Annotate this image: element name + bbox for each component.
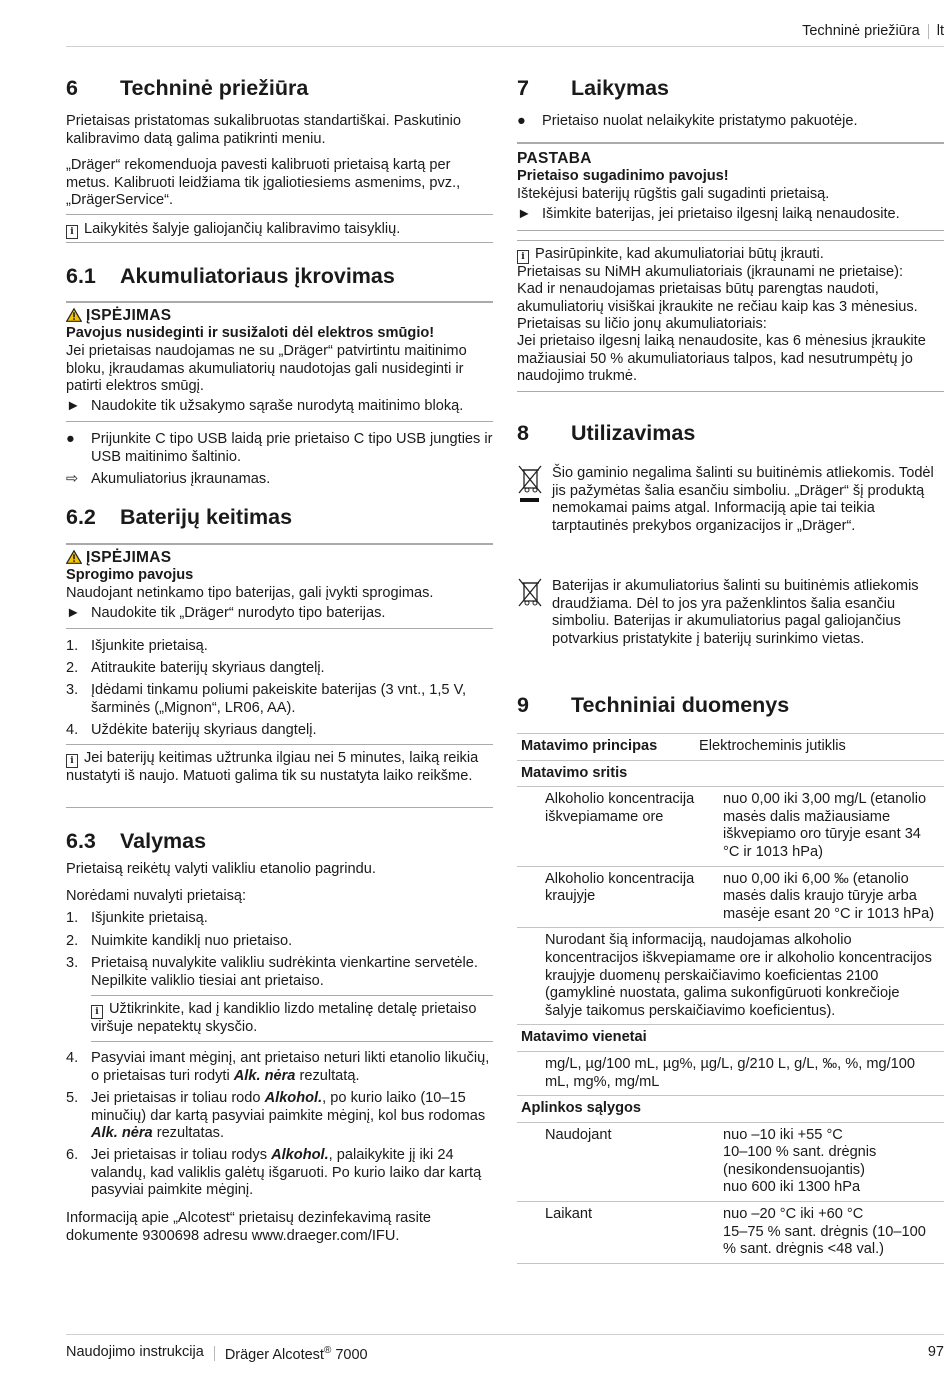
header-divider	[928, 24, 929, 39]
result-text: Akumuliatorius įkraunamas.	[91, 471, 271, 487]
info-text: Laikykitės šalyje galiojančių kalibravimo taisyklių.	[84, 221, 401, 237]
warning-text: Jei prietaisas naudojamas ne su „Dräger“ patvirtintu maitinimo bloku, įkraudamas akumuliatorių naudotojas gali nusideginti ir patirti elektros smūgį.	[66, 343, 467, 395]
disposal-text: Šio gaminio negalima šalinti su buitinėmis atliekomis. Todėl jis pažymėtas šalia esančiu simboliu. „Dräger“ šį produktą nemokamai paims atgal. Informaciją apie tai teikia tarptautinės prekybos organizacijos ir „Dräger“.	[552, 465, 934, 534]
action-arrow-icon: ►	[66, 605, 81, 621]
section-title: Utilizavimas	[571, 421, 696, 445]
step-text	[91, 1147, 493, 1200]
row-value: nuo 0,00 iki 3,00 mg/L (etanolio masės dalis mažiausiame iškvepiamo oro tūryje esant 34 °C ir 1013 hPa)	[723, 791, 927, 860]
section-number: 7	[517, 76, 529, 100]
footer-product	[225, 1342, 368, 1364]
step-text-part: Jei prietaisas ir toliau rodys	[91, 1147, 272, 1163]
warning-action	[66, 605, 493, 623]
header-rule	[66, 46, 944, 47]
registered-mark: ®	[323, 1345, 332, 1356]
info-text: Jei baterijų keitimas užtrunka ilgiau nei 5 minutes, laiką reikia nustatyti iš naujo. Matuoti galima tik su nustatyta laiko reikšme.	[66, 750, 479, 784]
step-text: Uždėkite baterijų skyriaus dangtelį.	[91, 722, 317, 738]
table-row	[517, 928, 944, 1025]
warning-rule-bottom	[66, 628, 493, 629]
bullet-text: Prietaiso nuolat nelaikykite pristatymo pakuotėje.	[542, 113, 858, 129]
notice-text: Ištekėjusi baterijų rūgštis gali sugadinti prietaisą.	[517, 186, 830, 202]
row-key: Laikant	[545, 1206, 593, 1223]
row-value: nuo 0,00 iki 6,00 ‰ (etanolio masės dalis kraujo tūryje arba masėje esant 20 °C ir 1013 hPa)	[723, 870, 935, 922]
list-item	[66, 1050, 493, 1085]
step-text: Įdėdami tinkamu poliumi pakeiskite baterijas (3 vnt., 1,5 V, šarminės („Mignon“, LR06, AA).	[91, 682, 467, 716]
action-arrow-icon: ►	[66, 398, 81, 414]
section-8-heading	[517, 420, 944, 446]
footer-rule	[66, 1334, 944, 1335]
notice-rule-bottom	[517, 230, 944, 231]
footer-doc-title: Naudojimo instrukcija	[66, 1344, 204, 1361]
info-rule-top	[91, 995, 493, 996]
section-title: Valymas	[120, 829, 207, 853]
signal-word: ĮSPĖJIMAS	[86, 307, 172, 324]
action-text: Naudokite tik „Dräger“ nurodyto tipo baterijas.	[91, 605, 386, 621]
step-number: 2.	[66, 933, 79, 949]
s7-info-line: Prietaisas su ličio jonų akumuliatoriais:	[517, 316, 767, 332]
value-line: 15–75 % sant. drėgnis (10–100 % sant. drėgnis <48 val.)	[723, 1223, 926, 1258]
section-number: 6.3	[66, 829, 96, 853]
info-icon: i	[91, 1005, 103, 1019]
list-item	[66, 1090, 493, 1143]
info-icon: i	[517, 250, 529, 264]
s6-paragraph-2: „Dräger“ rekomenduoja pavesti kalibruoti prietaisą kartą per metus. Kalibruoti leidžiama tik įgaliotiesiems asmenims, pvz., „DrägerService“.	[66, 157, 461, 209]
notice-title: Prietaiso sugadinimo pavojus!	[517, 168, 729, 184]
step-text-part: , palaikykite jį iki 24 valandų, kad valiklis galėtų išgaruoti. Po kurio laiko dar kartą pasyviai paimkite mėginį.	[91, 1147, 482, 1199]
info-text: Pasirūpinkite, kad akumuliatoriai būtų įkrauti.	[535, 246, 824, 262]
crossed-bin-icon	[517, 465, 552, 535]
table-row	[517, 761, 944, 788]
list-item	[66, 910, 493, 928]
list-item	[517, 113, 944, 131]
info-icon: i	[66, 754, 78, 768]
info-rule-bottom	[517, 391, 944, 392]
section-9-heading	[517, 692, 944, 718]
crossed-bin-icon	[517, 578, 552, 648]
section-title: Baterijų keitimas	[120, 505, 293, 529]
step-number: 1.	[66, 638, 79, 654]
step-text-part: , po kurio laiko (10–15 minučių) dar kartą pasyviai paimkite mėginį, kol bus rodomas	[91, 1090, 486, 1124]
table-row	[517, 734, 944, 761]
info-rule-top	[66, 744, 493, 745]
footer-divider	[214, 1346, 215, 1361]
list-item	[66, 955, 493, 990]
product-name: Dräger Alcotest	[224, 1346, 324, 1363]
page-number: 97	[927, 1344, 944, 1361]
warning-rule-top	[66, 543, 493, 545]
s63-paragraph-1: Prietaisą reikėtų valyti valikliu etanolio pagrindu.	[66, 861, 376, 877]
display-value: Alk. nėra	[91, 1125, 153, 1142]
page-footer	[66, 1342, 944, 1364]
s6-paragraph-1: Prietaisas pristatomas sukalibruotas standartiškai. Paskutinio kalibravimo datą galima patikrinti meniu.	[66, 113, 462, 147]
disposal-text: Baterijas ir akumuliatorius šalinti su buitinėmis atliekomis draudžiama. Dėl to jos yra paženklintos šalia esančiu simboliu. Baterijas ir akumuliatorius pagal galiojančius potvarkius pristatykite į baterijų surinkimo vietas.	[552, 578, 919, 647]
header-lang: lt	[936, 23, 944, 39]
step-text-part: Jei prietaisas ir toliau rodo	[91, 1090, 265, 1106]
value-line: nuo 600 iki 1300 hPa	[723, 1179, 861, 1196]
warning-title: Sprogimo pavojus	[66, 567, 194, 583]
row-value	[695, 1206, 944, 1259]
warning-title: Pavojus nusideginti ir susižaloti dėl elektros smūgio!	[66, 325, 435, 341]
step-number: 4.	[66, 722, 79, 738]
info-icon: i	[66, 225, 78, 239]
row-value: mg/L, µg/100 mL, µg%, µg/L, g/210 L, g/L, ‰, %, mg/100 mL, mg%, mg/mL	[545, 1055, 915, 1090]
section-number: 6.1	[66, 264, 96, 288]
step-number: 1.	[66, 910, 79, 926]
warning-rule-bottom	[66, 421, 493, 422]
row-label: Aplinkos sąlygos	[521, 1100, 642, 1117]
step-number: 5.	[66, 1090, 79, 1106]
value-line: 10–100 % sant. drėgnis (nesikondensuojantis)	[723, 1144, 877, 1178]
row-value: Elektrocheminis jutiklis	[699, 738, 846, 754]
s62-info-note	[66, 750, 493, 786]
step-text-part: rezultatą.	[295, 1067, 360, 1084]
warning-text: Naudojant netinkamo tipo baterijas, gali įvykti sprogimas.	[66, 585, 434, 601]
row-key: Alkoholio koncentracija iškvepiamame ore	[545, 791, 695, 825]
step-text	[91, 1090, 493, 1143]
section-number: 9	[517, 693, 529, 717]
s7-info-line: Jei prietaiso ilgesnį laiką nenaudosite, kas 6 mėnesius įkraukite mažiausiai 50 % akumuliatoriaus talpos, kad nesutrumpėtų jo naudojimo trukmė.	[517, 333, 926, 385]
section-title: Techninė priežiūra	[120, 76, 309, 100]
list-item	[66, 1147, 493, 1200]
table-row	[517, 1202, 944, 1264]
signal-word: ĮSPĖJIMAS	[86, 549, 172, 566]
section-number: 8	[517, 421, 529, 445]
notice-action	[517, 206, 944, 224]
section-title: Techniniai duomenys	[571, 693, 790, 717]
warning-triangle-icon	[66, 550, 82, 564]
value-line: nuo –10 iki +55 °C	[723, 1126, 843, 1143]
list-item	[66, 682, 493, 717]
s7-info-line: Prietaisas su NiMH akumuliatoriais (įkraunami ne prietaise):	[517, 264, 904, 280]
section-6-1-heading	[66, 263, 493, 289]
info-text: Užtikrinkite, kad į kandiklio lizdo metalinę detalę prietaiso viršuje nepatektų skysčio.	[91, 1001, 477, 1035]
s6-info-note	[66, 221, 493, 239]
warning-header	[66, 549, 493, 568]
table-row	[517, 1096, 944, 1123]
section-number: 6.2	[66, 505, 96, 529]
table-row	[517, 1123, 944, 1202]
table-row	[517, 867, 944, 929]
bullet-icon: ●	[517, 113, 526, 129]
tech-data-table	[517, 733, 944, 1264]
bullet-text: Prijunkite C tipo USB laidą prie prietaiso C tipo USB jungties ir USB maitinimo šaltinio.	[91, 431, 493, 465]
step-text: Išjunkite prietaisą.	[91, 910, 208, 926]
bullet-icon: ●	[66, 431, 75, 447]
step-text: Atitraukite baterijų skyriaus dangtelį.	[91, 660, 325, 676]
step-number: 3.	[66, 682, 79, 698]
step-number: 2.	[66, 660, 79, 676]
list-item	[66, 638, 493, 656]
action-text: Išimkite baterijas, jei prietaiso ilgesnį laiką nenaudosite.	[542, 206, 900, 222]
warning-rule-top	[66, 301, 493, 303]
notice-rule-top	[517, 142, 944, 144]
s63-paragraph-2: Norėdami nuvalyti prietaisą:	[66, 888, 247, 904]
info-rule-top	[66, 214, 493, 215]
running-header	[802, 23, 944, 41]
result-arrow-icon: ⇨	[66, 471, 79, 487]
display-value: Alkohol.	[271, 1147, 329, 1163]
section-6-3-heading	[66, 828, 493, 854]
display-value: Alkohol.	[264, 1090, 323, 1106]
product-model: 7000	[331, 1346, 368, 1363]
list-item	[66, 933, 493, 951]
row-key: Alkoholio koncentracija kraujyje	[545, 870, 695, 905]
display-value: Alk. nėra	[233, 1067, 296, 1084]
s7-info-line: Kad ir nenaudojamas prietaisas būtų parengtas naudoti, akumuliatorių visiškai įkraukite ne rečiau kaip kas 3 mėnesius.	[517, 281, 918, 315]
info-rule-bottom	[66, 807, 493, 808]
warning-header	[66, 307, 493, 326]
info-rule-top	[517, 240, 944, 241]
row-label: Matavimo principas	[521, 738, 658, 754]
row-label: Matavimo sritis	[521, 764, 628, 781]
step-number: 3.	[66, 955, 79, 971]
action-arrow-icon: ►	[517, 206, 532, 222]
row-key: Naudojant	[545, 1126, 612, 1143]
section-6-2-heading	[66, 504, 493, 530]
step-text: Nuimkite kandiklį nuo prietaiso.	[91, 933, 293, 949]
value-line: nuo –20 °C iki +60 °C	[723, 1206, 864, 1223]
s7-info-note	[517, 246, 944, 264]
list-item	[66, 722, 493, 740]
s63-paragraph-3: Informaciją apie „Alcotest“ prietaisų dezinfekavimą rasite dokumente 9300698 adresu www.draeger.com/IFU.	[66, 1210, 432, 1244]
header-section: Techninė priežiūra	[802, 23, 920, 39]
step-text: Išjunkite prietaisą.	[91, 638, 208, 654]
step-number: 6.	[66, 1147, 79, 1163]
warning-triangle-icon	[66, 308, 82, 322]
section-6-heading	[66, 75, 493, 101]
section-7-heading	[517, 75, 944, 101]
table-row	[517, 1025, 944, 1052]
step-text-part: rezultatas.	[152, 1125, 225, 1142]
section-title: Akumuliatoriaus įkrovimas	[120, 264, 395, 288]
disposal-product	[517, 465, 944, 535]
list-item	[66, 660, 493, 678]
table-row	[517, 1052, 944, 1096]
warning-action	[66, 398, 493, 416]
section-number: 6	[66, 76, 78, 100]
step-text-part: Pasyviai imant mėginį, ant prietaiso neturi likti etanolio likučių, o prietaisas turi rodyti	[91, 1050, 490, 1084]
step-text	[91, 1050, 493, 1085]
info-rule-bottom	[91, 1041, 493, 1042]
row-note: Nurodant šią informaciją, naudojamas alkoholio koncentracijos iškvepiamame ore ir alkoholio koncentracijos kraujyje duomenų perskaičiavimo koeficientas 2100 (gamyklinė nuostata, galima sukonfigūruoti konkrečioje šalyje taikomus perskaičiavimo koeficientus).	[545, 932, 932, 1019]
action-text: Naudokite tik užsakymo sąraše nurodytą maitinimo bloką.	[91, 398, 464, 414]
signal-word: PASTABA	[517, 150, 592, 167]
step-number: 4.	[66, 1050, 79, 1066]
s63-info-note	[91, 1001, 493, 1037]
disposal-batteries	[517, 578, 944, 648]
section-title: Laikymas	[571, 76, 670, 100]
row-value	[695, 1127, 944, 1197]
table-row	[517, 787, 944, 866]
result-item	[66, 471, 493, 489]
info-rule-bottom	[66, 242, 493, 243]
step-text: Prietaisą nuvalykite valikliu sudrėkinta vienkartine servetėle. Nepilkite valiklio tiesiai ant prietaiso.	[91, 955, 478, 989]
row-label: Matavimo vienetai	[521, 1029, 647, 1046]
list-item	[66, 431, 493, 466]
